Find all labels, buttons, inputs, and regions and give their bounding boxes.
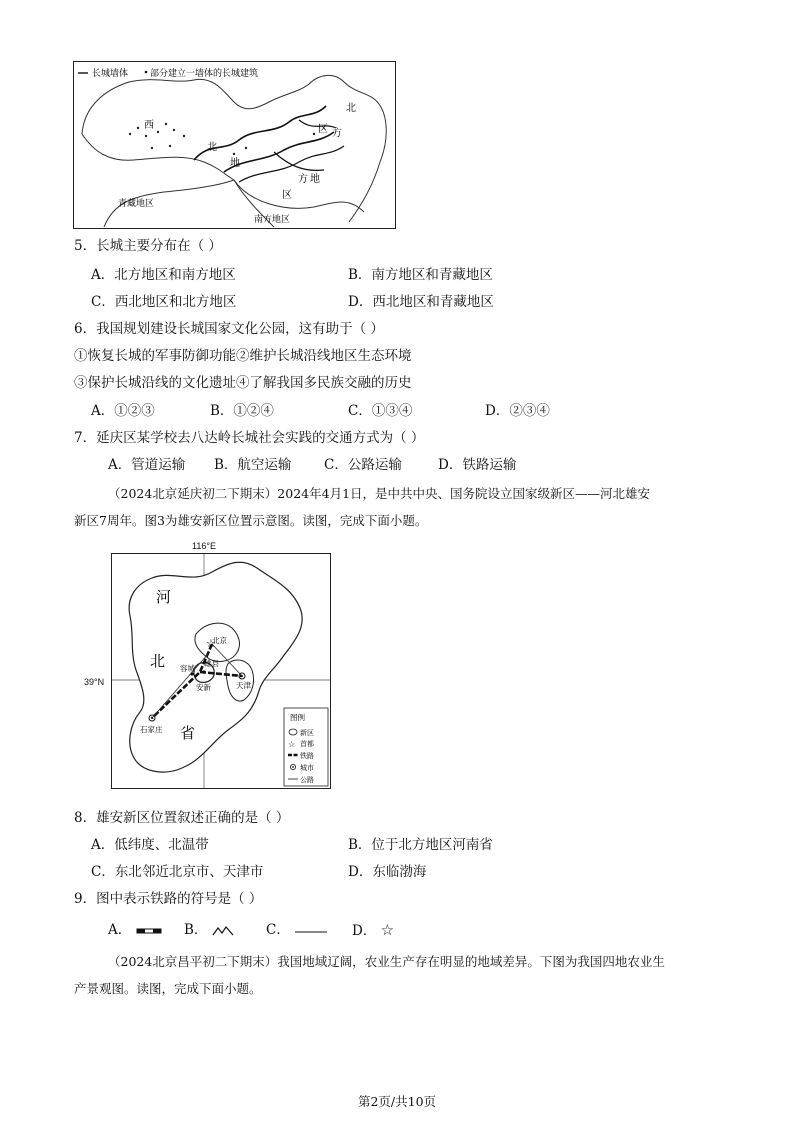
q8-stem: 8．雄安新区位置叙述正确的是（ ） xyxy=(74,810,290,826)
region-label-di: 地 xyxy=(230,158,240,169)
label-rongcheng: 容城 xyxy=(180,664,195,673)
intro-yanqing-line2: 新区7周年。图3为雄安新区位置示意图。读图，完成下面小题。 xyxy=(74,513,428,528)
capital-star-icon: ☆ xyxy=(380,921,395,939)
qingzang-label: 青藏地区 xyxy=(118,198,155,208)
label-bei: 北 xyxy=(150,652,166,670)
q8-option-b[interactable]: B．位于北方地区河南省 xyxy=(348,837,493,853)
q9-option-c-label: C． xyxy=(266,922,290,938)
q9-option-b[interactable] xyxy=(184,920,234,940)
q8-option-d[interactable]: D．东临渤海 xyxy=(348,864,427,880)
q6-statement-1: ①恢复长城的军事防御功能②维护长城沿线地区生态环境 xyxy=(74,348,412,364)
legend-wall-label: 长城墙体 xyxy=(92,68,129,78)
label-tianjin: 天津 xyxy=(236,681,251,690)
legend-partial-label: 部分建立一墙体的长城建筑 xyxy=(150,68,259,78)
railway-symbol-icon xyxy=(136,927,162,935)
q7-option-a[interactable]: A．管道运输 xyxy=(108,457,186,473)
q9-option-b-label: B． xyxy=(184,922,208,938)
region-label-bei2: 北 xyxy=(346,103,356,114)
longitude-label: 116°E xyxy=(192,541,216,551)
label-beijing: 北京 xyxy=(212,636,227,645)
region-label-qu2: 区 xyxy=(282,190,292,201)
q7-option-b[interactable]: B．航空运输 xyxy=(214,457,292,473)
q8-option-a[interactable]: A．低纬度、北温带 xyxy=(91,837,209,853)
road-symbol-icon xyxy=(294,928,328,934)
region-label-fang: 方 xyxy=(332,128,342,139)
legend-dot xyxy=(145,71,148,74)
q6-option-d[interactable]: D．②③④ xyxy=(485,403,550,419)
q9-option-a-label: A． xyxy=(108,922,132,938)
label-shijiazhuang: 石家庄 xyxy=(140,725,163,734)
label-sheng: 省 xyxy=(180,724,196,742)
q9-option-a[interactable] xyxy=(108,920,162,940)
region-label-bei: 北 xyxy=(207,142,217,153)
legend-title: 图例 xyxy=(290,713,305,722)
legend-rail: 铁路 xyxy=(300,752,314,760)
region-label-xi: 西 xyxy=(144,120,154,131)
region-label-fang2: 方 xyxy=(298,174,308,185)
legend-capital: 首都 xyxy=(300,740,314,748)
q9-option-c[interactable] xyxy=(266,920,328,940)
partial-wall-dots xyxy=(129,123,315,155)
label-xiongxian: 雄县 xyxy=(204,659,219,668)
q5-option-a[interactable]: A．北方地区和南方地区 xyxy=(91,267,236,283)
xiongan-map-drawing xyxy=(112,554,330,788)
q5-option-c[interactable]: C．西北地区和北方地区 xyxy=(91,294,237,310)
legend-new-area: 新区 xyxy=(300,729,314,737)
intro-changping-line2: 产景观图。读图，完成下面小题。 xyxy=(74,981,262,996)
region-label-qu: 区 xyxy=(318,124,328,135)
legend-road: 公路 xyxy=(300,776,314,784)
intro-yanqing-line1: （2024北京延庆初二下期末）2024年4月1日，是中共中央、国务院设立国家级新区——河北雄安 xyxy=(108,486,651,501)
page-number: 第2页/共10页 xyxy=(357,1094,437,1109)
q7-option-c[interactable]: C．公路运输 xyxy=(324,457,402,473)
region-label-di2: 地 xyxy=(310,174,320,185)
q6-statement-2: ③保护长城沿线的文化遗址④了解我国多民族交融的历史 xyxy=(74,375,412,391)
xiongan-map xyxy=(111,553,331,789)
legend-city: 城市 xyxy=(300,764,314,772)
q8-option-c[interactable]: C．东北邻近北京市、天津市 xyxy=(91,864,264,880)
great-wall-map-drawing xyxy=(74,62,395,228)
label-he: 河 xyxy=(156,588,172,606)
q6-option-a[interactable]: A．①②③ xyxy=(91,403,155,419)
latitude-label: 39°N xyxy=(84,677,105,687)
q5-stem: 5．长城主要分布在（ ） xyxy=(74,238,222,254)
q5-option-d[interactable]: D．西北地区和青藏地区 xyxy=(348,294,494,310)
q7-option-d[interactable]: D．铁路运输 xyxy=(438,457,517,473)
capital-star-icon: ☆ xyxy=(206,637,216,650)
q6-option-c[interactable]: C．①③④ xyxy=(348,403,413,419)
q9-option-d-label: D． xyxy=(352,923,377,939)
mountain-symbol-icon xyxy=(212,926,234,936)
q6-stem: 6．我国规划建设长城国家文化公园，这有助于（ ） xyxy=(74,321,384,337)
legend-capital-star-icon: ☆ xyxy=(288,740,296,749)
q7-stem: 7．延庆区某学校去八达岭长城社会实践的交通方式为（ ） xyxy=(74,430,425,446)
nanfang-label: 南方地区 xyxy=(254,214,291,224)
q6-option-b[interactable]: B．①②④ xyxy=(210,403,274,419)
great-wall-map xyxy=(73,61,396,229)
intro-changping-line1: （2024北京昌平初二下期末）我国地域辽阔，农业生产存在明显的地域差异。下图为我国四地农业生 xyxy=(108,954,665,969)
q5-option-b[interactable]: B．南方地区和青藏地区 xyxy=(348,267,493,283)
label-anxin: 安新 xyxy=(196,683,211,692)
q9-stem: 9．图中表示铁路的符号是（ ） xyxy=(74,891,263,907)
q9-option-d[interactable] xyxy=(352,920,394,941)
